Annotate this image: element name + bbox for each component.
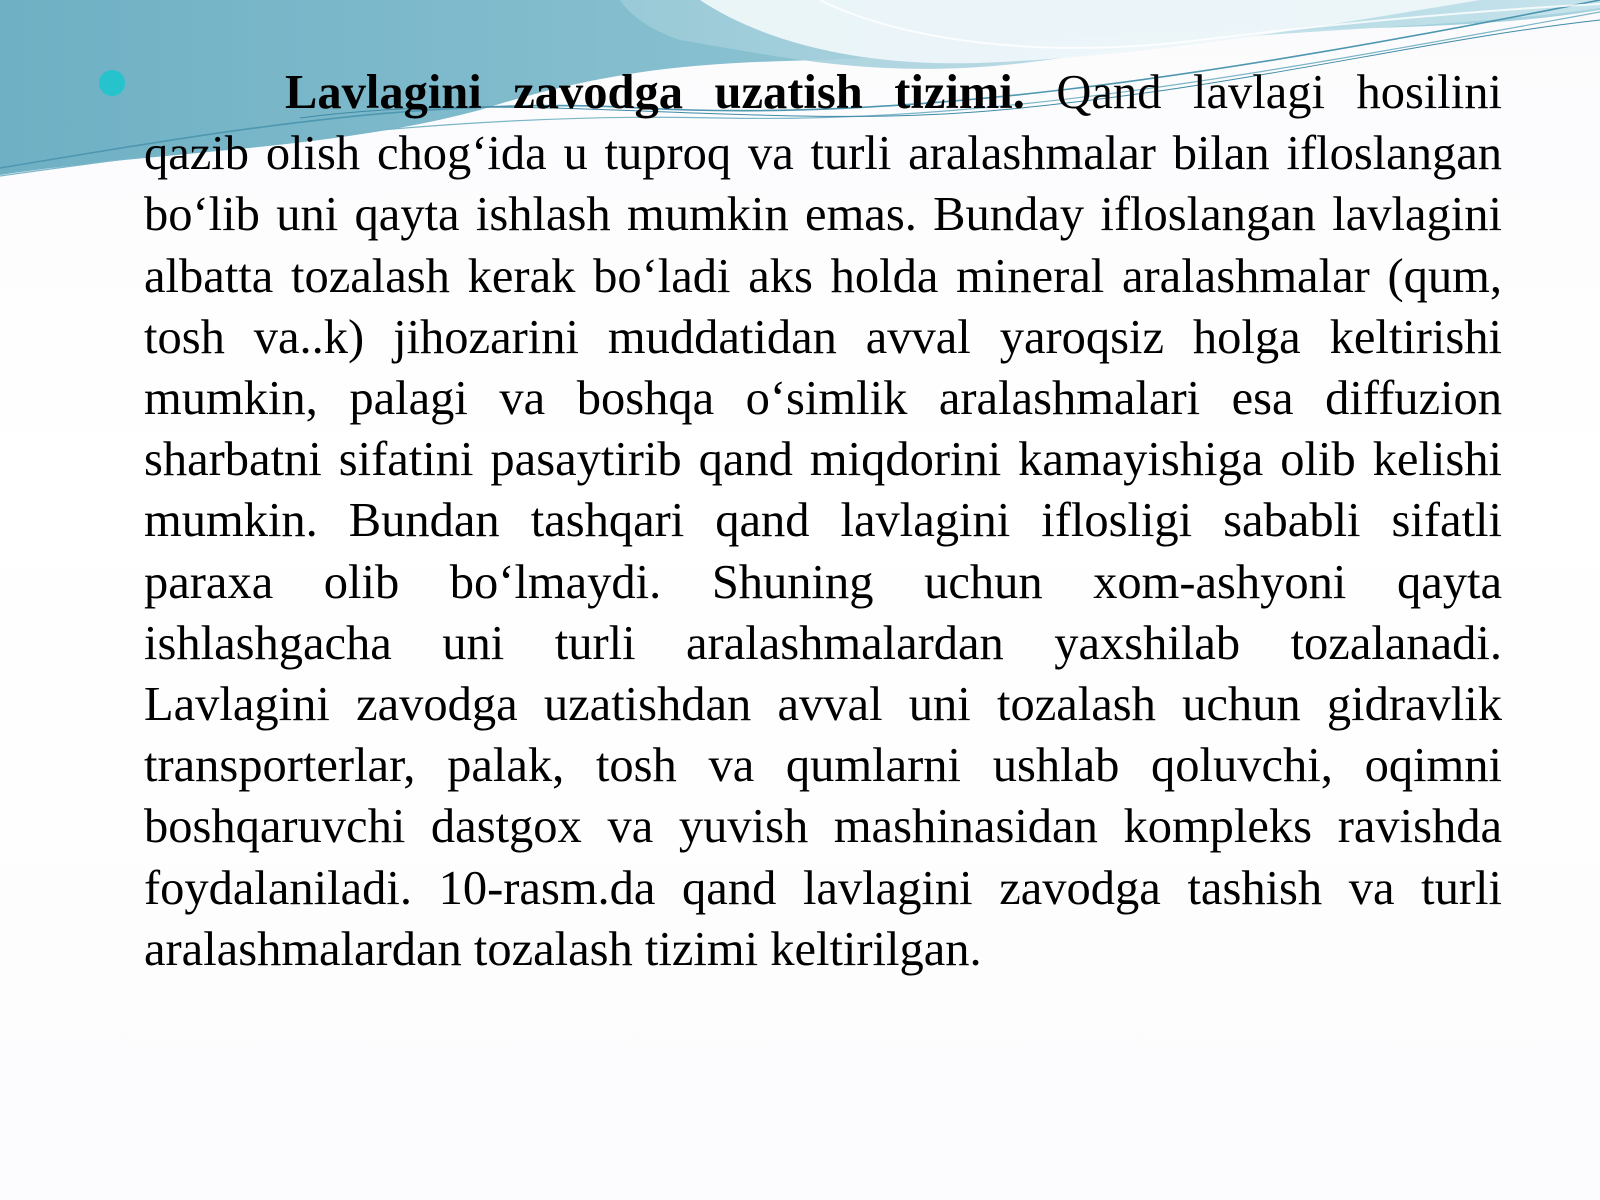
paragraph-body: Qand lavlagi hosilini qazib olish chog‘ida u tuproq va turli aralashmalar bilan ifloslangan bo‘lib uni qayta ishlash mumkin emas. Bunday ifloslangan lavlagini albatta tozalash kerak bo‘ladi aks holda mineral aralashmalar (qum, tosh va..k) jihozarini muddatidan avval yaroqsiz holga keltirishi mumkin, palagi va boshqa o‘simlik aralashmalari esa diffuzion sharbatni sifatini pasaytirib qand miqdorini kamayishiga olib kelishi mumkin. Bundan tashqari qand lavlagini iflosligi sababli sifatli paraxa olib bo‘lmaydi. Shuning uchun xom-ashyoni qayta ishlashgacha uni turli aralashmalardan yaxshilab tozalanadi. Lavlagini zavodga uzatishdan avval uni tozalash uchun gidravlik transporterlar, palak, tosh va qumlarni ushlab qoluvchi, oqimni boshqaruvchi dastgox va yuvish mashinasidan kompleks ravishda foydalaniladi. 10-rasm.da qand lavlagini zavodga tashish va turli aralashmalardan tozalash tizimi keltirilgan.	[144, 66, 1502, 976]
slide-paragraph	[144, 62, 1502, 980]
bullet-dot	[99, 70, 125, 96]
paragraph-heading: Lavlagini zavodga uzatish tizimi.	[285, 66, 1025, 119]
